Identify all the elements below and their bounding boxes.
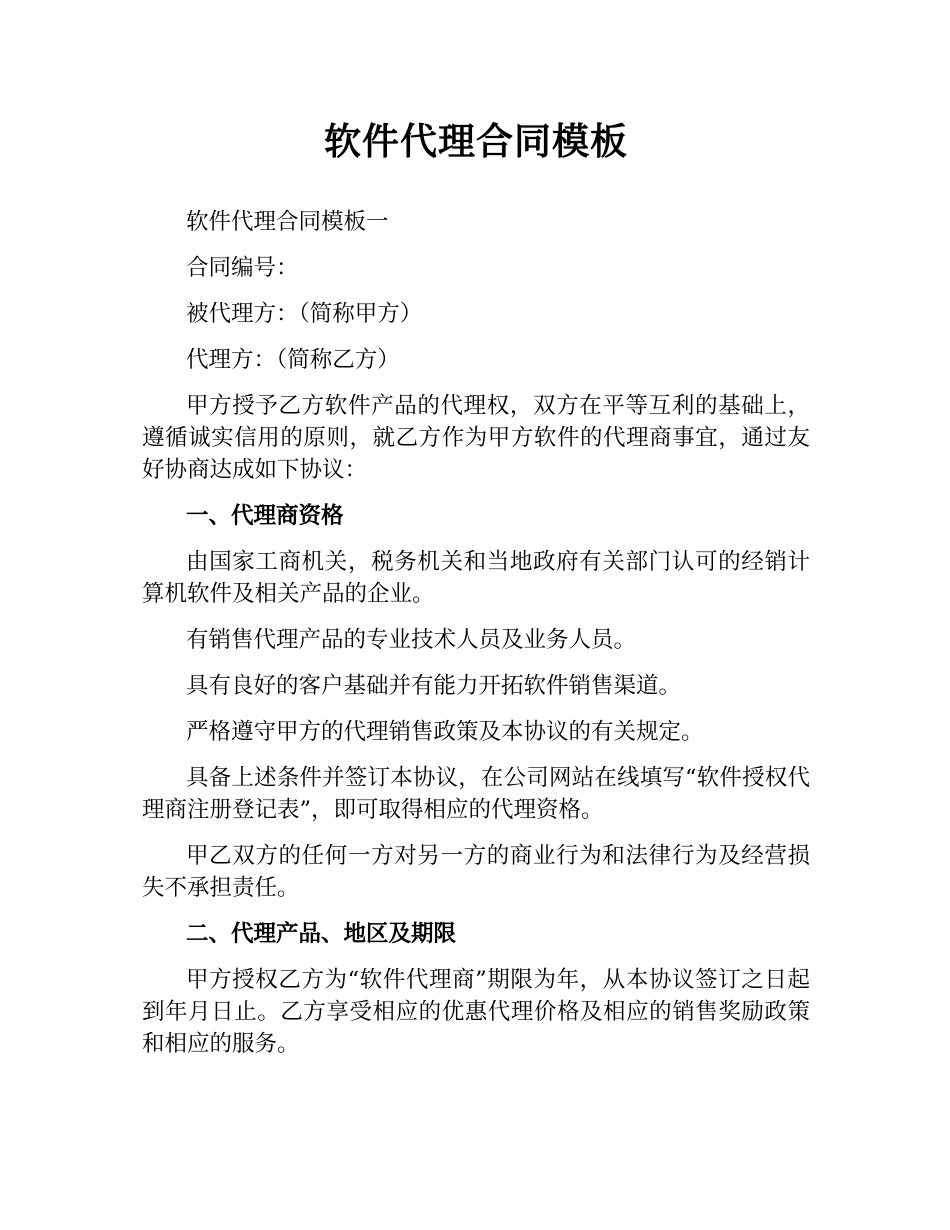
qualification-item-3: 具有良好的客户基础并有能力开拓软件销售渠道。 [186,673,682,699]
section-heading-products: 二、代理产品、地区及期限 [186,921,457,947]
template-subtitle: 软件代理合同模板一 [186,209,389,235]
qualification-item-2: 有销售代理产品的专业技术人员及业务人员。 [186,627,637,653]
party-b-field: 代理方：（简称乙方） [186,347,400,373]
section-heading-qualification: 一、代理商资格 [186,503,344,529]
intro-paragraph: 甲方授予乙方软件产品的代理权，双方在平等互利的基础上，遵循诚实信用的原则，就乙方作为甲方软件的代理商事宜，通过友好协商达成如下协议： [142,393,810,483]
qualification-item-6: 甲乙双方的任何一方对另一方的商业行为和法律行为及经营损失不承担责任。 [142,843,810,901]
party-a-field: 被代理方：（简称甲方） [186,301,423,327]
contract-number-field: 合同编号： [186,255,299,281]
document-title: 软件代理合同模板 [324,120,628,163]
document-page [142,0,810,1060]
qualification-item-4: 严格遵守甲方的代理销售政策及本协议的有关规定。 [186,719,704,745]
qualification-item-1: 由国家工商机关，税务机关和当地政府有关部门认可的经销计算机软件及相关产品的企业。 [142,549,810,607]
qualification-item-5: 具备上述条件并签订本协议，在公司网站在线填写“软件授权代理商注册登记表”，即可取得相应的代理资格。 [142,765,810,823]
products-paragraph: 甲方授权乙方为“软件代理商”期限为年，从本协议签订之日起到年月日止。乙方享受相应的优惠代理价格及相应的销售奖励政策和相应的服务。 [142,967,810,1057]
